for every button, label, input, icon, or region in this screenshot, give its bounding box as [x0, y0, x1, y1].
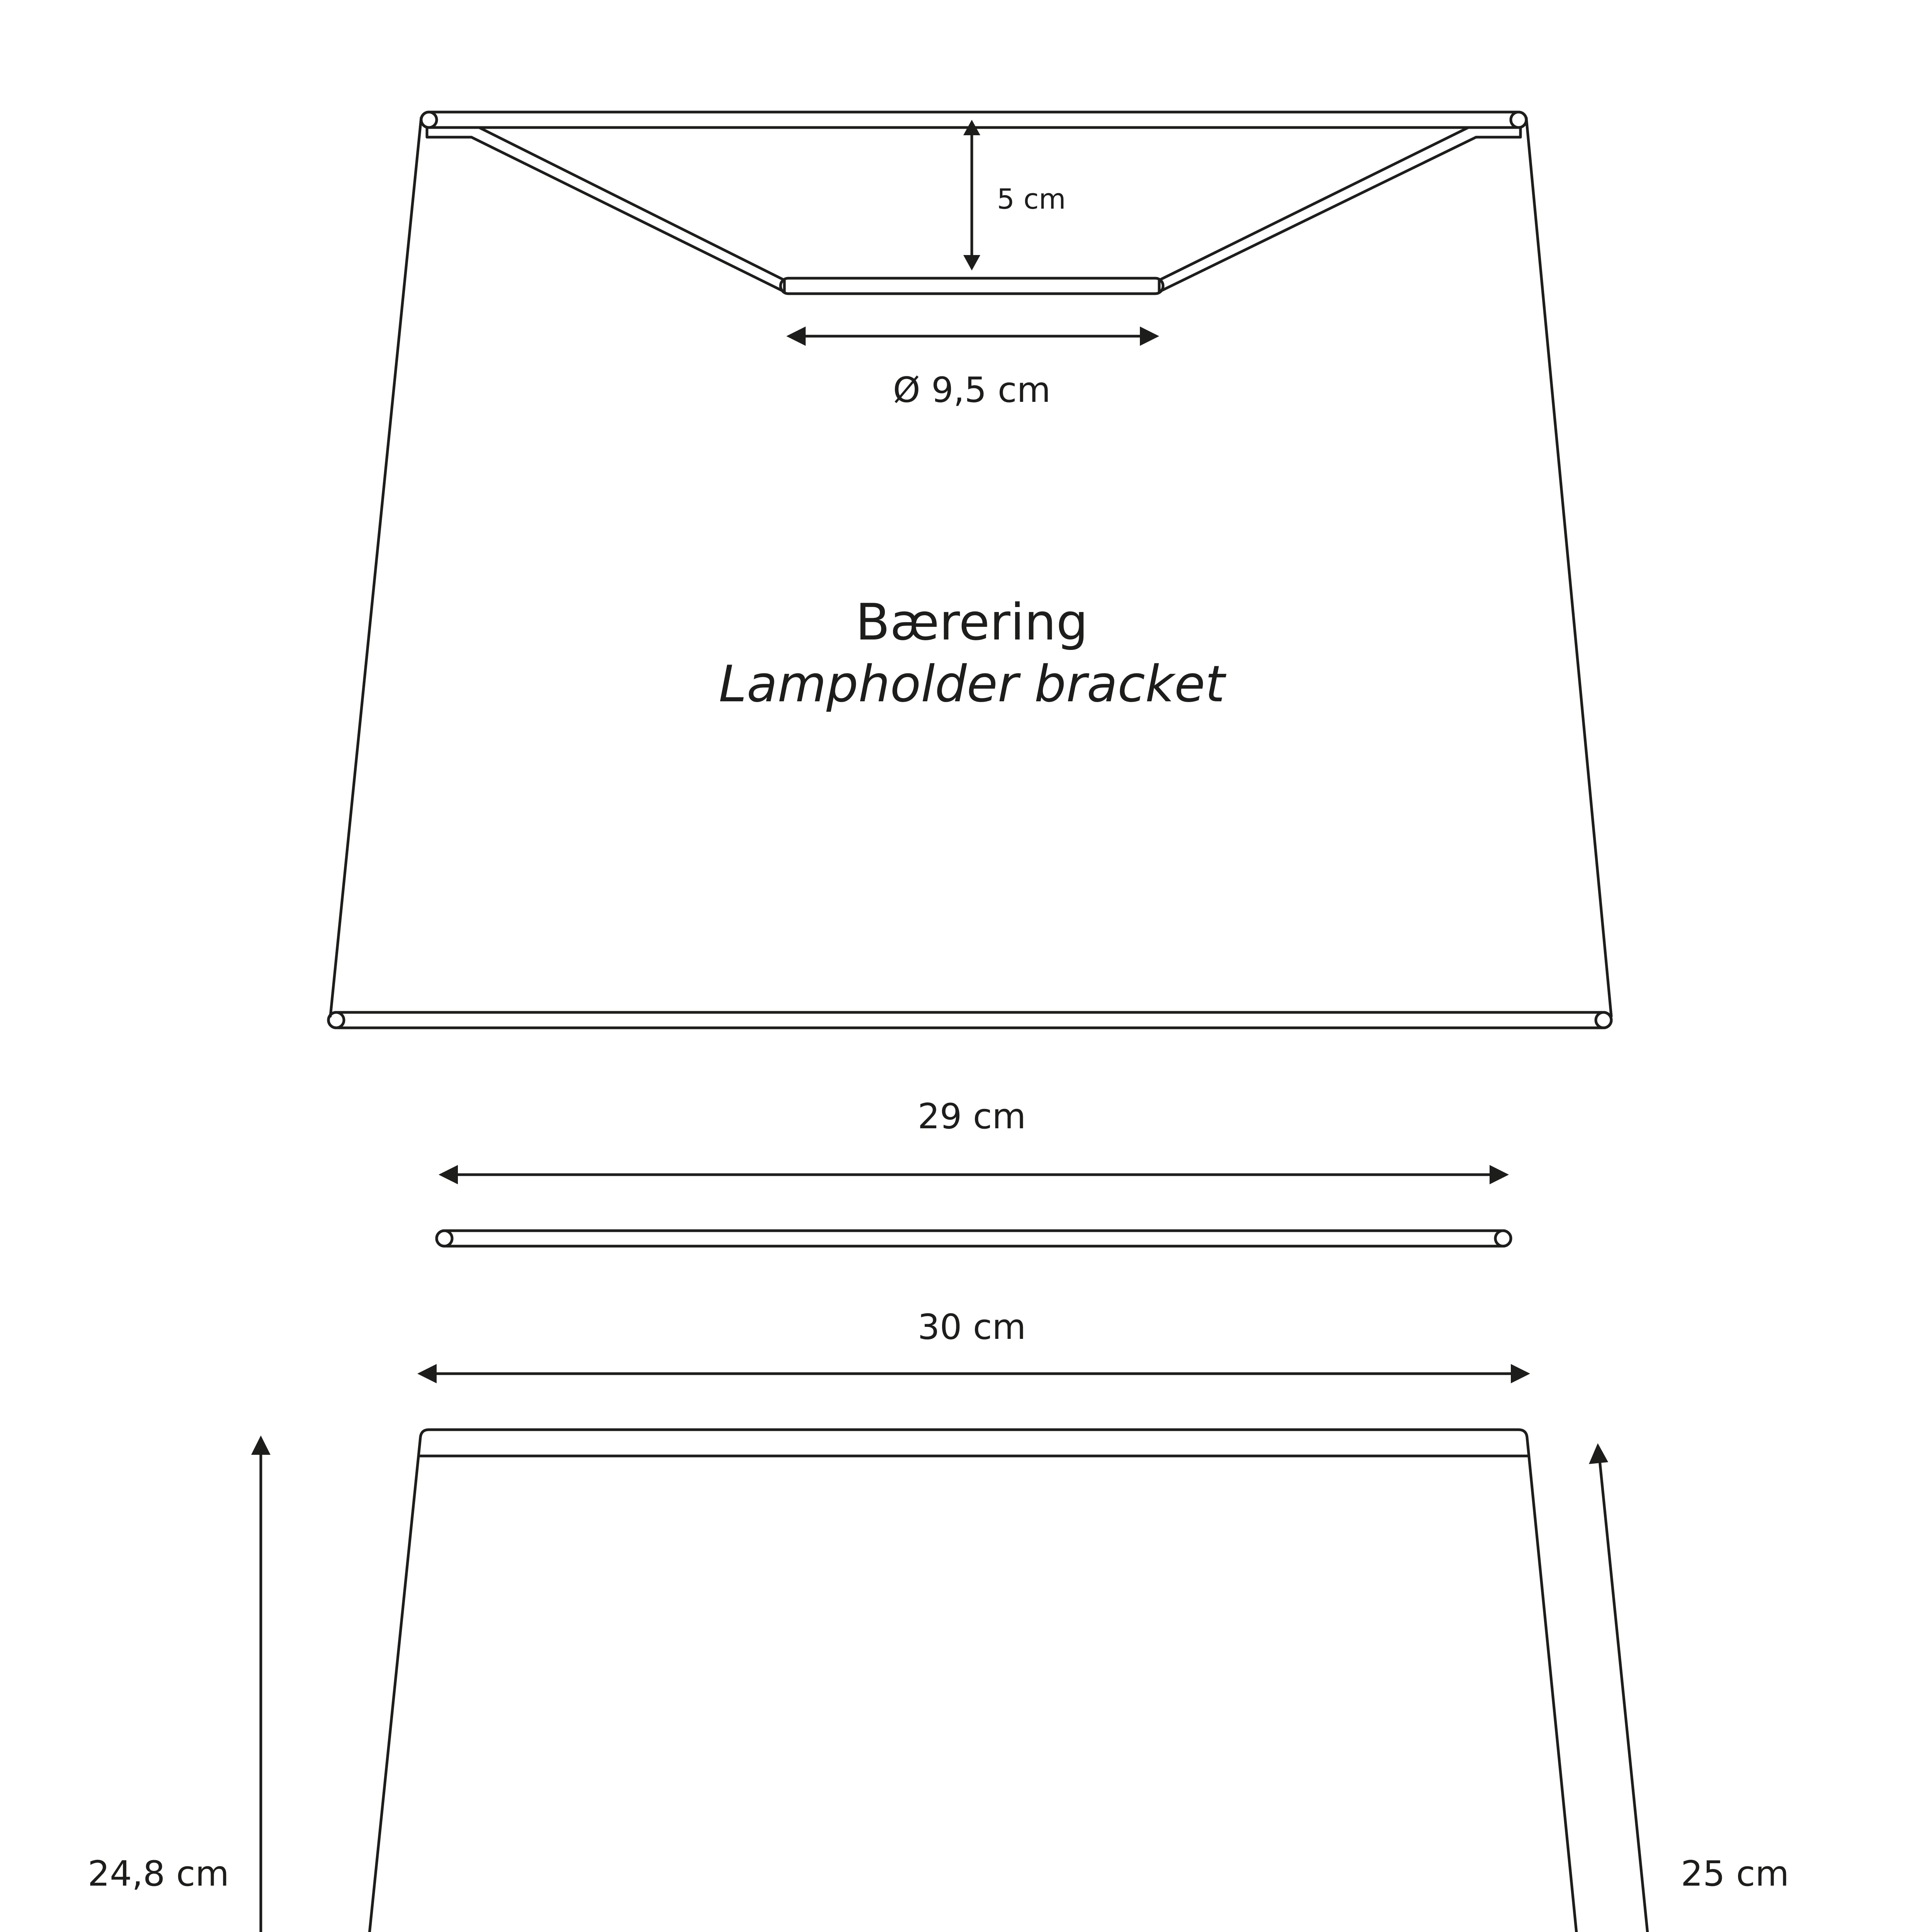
- arrowhead-up-icon: [251, 1435, 270, 1455]
- bracket-spider-left-arm: [427, 128, 784, 292]
- arrowhead-down-icon: [963, 255, 980, 270]
- drop-label: 5 cm: [997, 183, 1066, 215]
- dimension-shade-height: [88, 1435, 270, 1932]
- bracket-title: Bærering: [855, 593, 1088, 651]
- arrowhead-right-icon: [1490, 1165, 1509, 1184]
- top-ring-rod-end-left: [437, 1231, 452, 1246]
- bracket-top-rod-end-left: [421, 112, 437, 128]
- shade-height-label: 24,8 cm: [87, 1854, 230, 1894]
- shade-slant-label: 25 cm: [1680, 1854, 1789, 1894]
- top-ring-rod-end-right: [1495, 1231, 1511, 1246]
- dimension-top-ring-width: [439, 1096, 1509, 1184]
- top-ring-rod: [437, 1231, 1511, 1246]
- diameter-label: Ø 9,5 cm: [893, 370, 1051, 410]
- arrowhead-left-icon: [786, 327, 806, 346]
- bracket-lampholder-ring: [781, 278, 1163, 294]
- arrowhead-up-icon: [1589, 1443, 1608, 1464]
- bracket-spider-right-arm: [1159, 128, 1520, 292]
- dimension-drop: [963, 120, 1066, 270]
- arrowhead-left-icon: [417, 1364, 437, 1383]
- arrowhead-right-icon: [1140, 327, 1159, 346]
- ring-bottom-width-label: 30 cm: [917, 1307, 1026, 1347]
- bracket-subtitle: Lampholder bracket: [719, 655, 1225, 713]
- arrowhead-right-icon: [1511, 1364, 1530, 1383]
- shade-body: [328, 1430, 1617, 1932]
- bracket-left-strut: [330, 118, 421, 1016]
- dimension-shade-slant: [1589, 1443, 1789, 1932]
- arrowhead-left-icon: [439, 1165, 458, 1184]
- bracket-bottom-rod: [328, 1012, 1611, 1028]
- bracket-right-strut: [1526, 118, 1611, 1016]
- dimension-shade-top-width: [417, 1307, 1530, 1383]
- bracket-bottom-rod-end-right: [1596, 1012, 1611, 1028]
- bracket-frame: [328, 112, 1611, 1028]
- ring-top-width-label: 29 cm: [917, 1096, 1026, 1137]
- dimension-diameter: [786, 327, 1159, 410]
- bracket-top-rod-end-right: [1511, 112, 1526, 128]
- shade-outline: [328, 1430, 1617, 1932]
